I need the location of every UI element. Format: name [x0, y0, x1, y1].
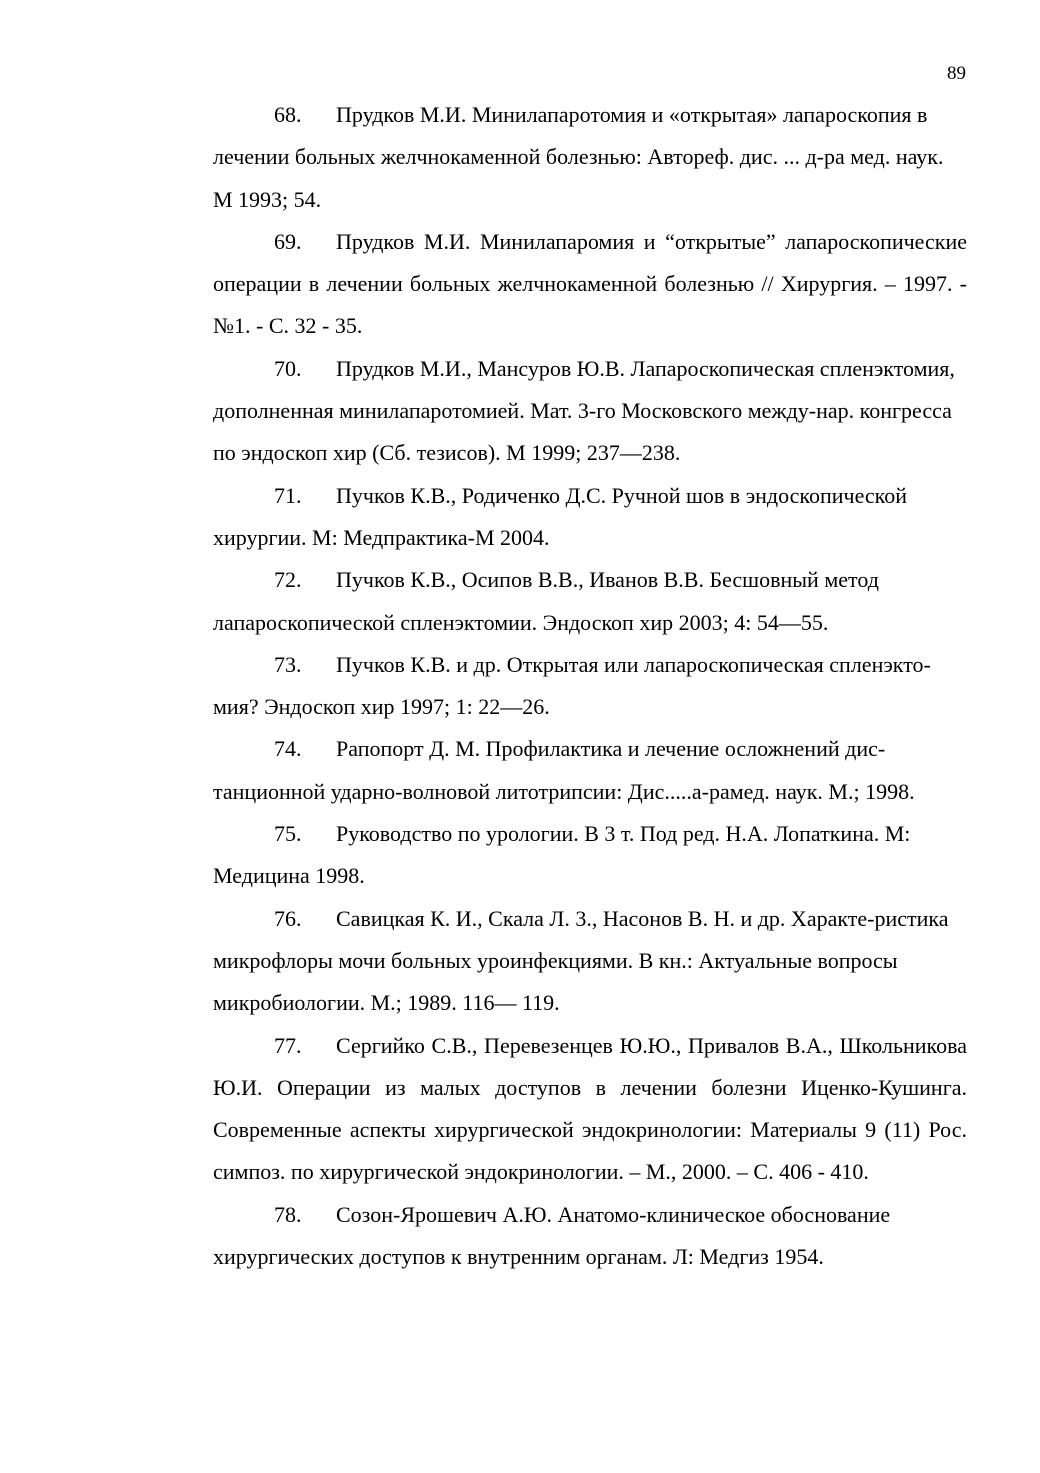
- reference-number: 76.: [274, 905, 302, 931]
- reference-item: [213, 94, 967, 221]
- reference-number: 69.: [274, 228, 302, 254]
- reference-text: Созон-Ярошевич А.Ю. Анатомо-клиническое обоснование хирургических доступов к внутренним органам. Л: Медгиз 1954.: [213, 1201, 891, 1270]
- reference-item: [213, 644, 967, 729]
- reference-item: [213, 813, 967, 898]
- reference-number: 75.: [274, 821, 302, 847]
- reference-text: Сергийко С.В., Перевезенцев Ю.Ю., Привалов В.А., Школьникова Ю.И. Операции из малых доступов в лечении болезни Иценко-Кушинга. Современные аспекты хирургической эндокринологии: Материалы 9 (11) Рос. симпоз. по хирургической эндокринологии. – М., 2000. – С. 406 - 410.: [213, 1032, 967, 1185]
- reference-item: [213, 1194, 967, 1279]
- reference-number: 78.: [274, 1201, 302, 1227]
- page-number: 89: [947, 63, 966, 84]
- reference-item: [213, 728, 967, 813]
- reference-text: Савицкая К. И., Скала Л. 3., Насонов В. Н. и др. Характе-ристика микрофлоры мочи больных уроинфекциями. В кн.: Актуальные вопросы микробиологии. М.; 1989. 116— 119.: [213, 905, 949, 1016]
- reference-item: [213, 221, 967, 348]
- reference-text: Прудков М.И., Мансуров Ю.В. Лапароскопическая спленэктомия, дополненная минилапаротомией. Мат. 3-го Московского между-нар. конгресса по эндоскоп хир (Сб. тезисов). М 1999; 237—238.: [213, 355, 955, 466]
- reference-item: [213, 1025, 967, 1194]
- reference-number: 70.: [274, 355, 302, 381]
- reference-item: [213, 898, 967, 1025]
- reference-text: Руководство по урологии. В 3 т. Под ред. Н.А. Лопаткина. М: Медицина 1998.: [213, 821, 911, 889]
- reference-text: Рапопорт Д. М. Профилактика и лечение осложнений дис-танционной ударно-волновой литотрипсии: Дис.....а-рамед. наук. М.; 1998.: [213, 736, 915, 804]
- reference-number: 72.: [274, 567, 302, 593]
- reference-text: Прудков М.И. Минилапаромия и “открытые” лапароскопические операции в лечении больных желчнокаменной болезнью // Хирургия. – 1997. - №1. - С. 32 - 35.: [213, 228, 967, 339]
- reference-number: 68.: [274, 102, 302, 127]
- reference-item: [213, 475, 967, 560]
- reference-text: Пучков К.В., Родиченко Д.С. Ручной шов в эндоскопической хирургии. М: Медпрактика-М 2004.: [213, 482, 908, 550]
- reference-number: 77.: [274, 1032, 302, 1058]
- reference-number: 74.: [274, 736, 302, 762]
- reference-number: 73.: [274, 651, 302, 677]
- reference-text: Прудков М.И. Минилапаротомия и «открытая» лапароскопия в лечении больных желчнокаменной болезнью: Автореф. дис. ... д-ра мед. наук. М 1993; 54.: [213, 102, 944, 212]
- reference-list: [213, 94, 967, 1278]
- reference-text: Пучков К.В., Осипов В.В., Иванов В.В. Бесшовный метод лапароскопической спленэктомии. Эндоскоп хир 2003; 4: 54—55.: [213, 567, 879, 635]
- reference-number: 71.: [274, 482, 302, 508]
- reference-text: Пучков К.В. и др. Открытая или лапароскопическая спленэкто-мия? Эндоскоп хир 1997; 1: 22—26.: [213, 651, 931, 720]
- reference-item: [213, 348, 967, 475]
- reference-item: [213, 559, 967, 644]
